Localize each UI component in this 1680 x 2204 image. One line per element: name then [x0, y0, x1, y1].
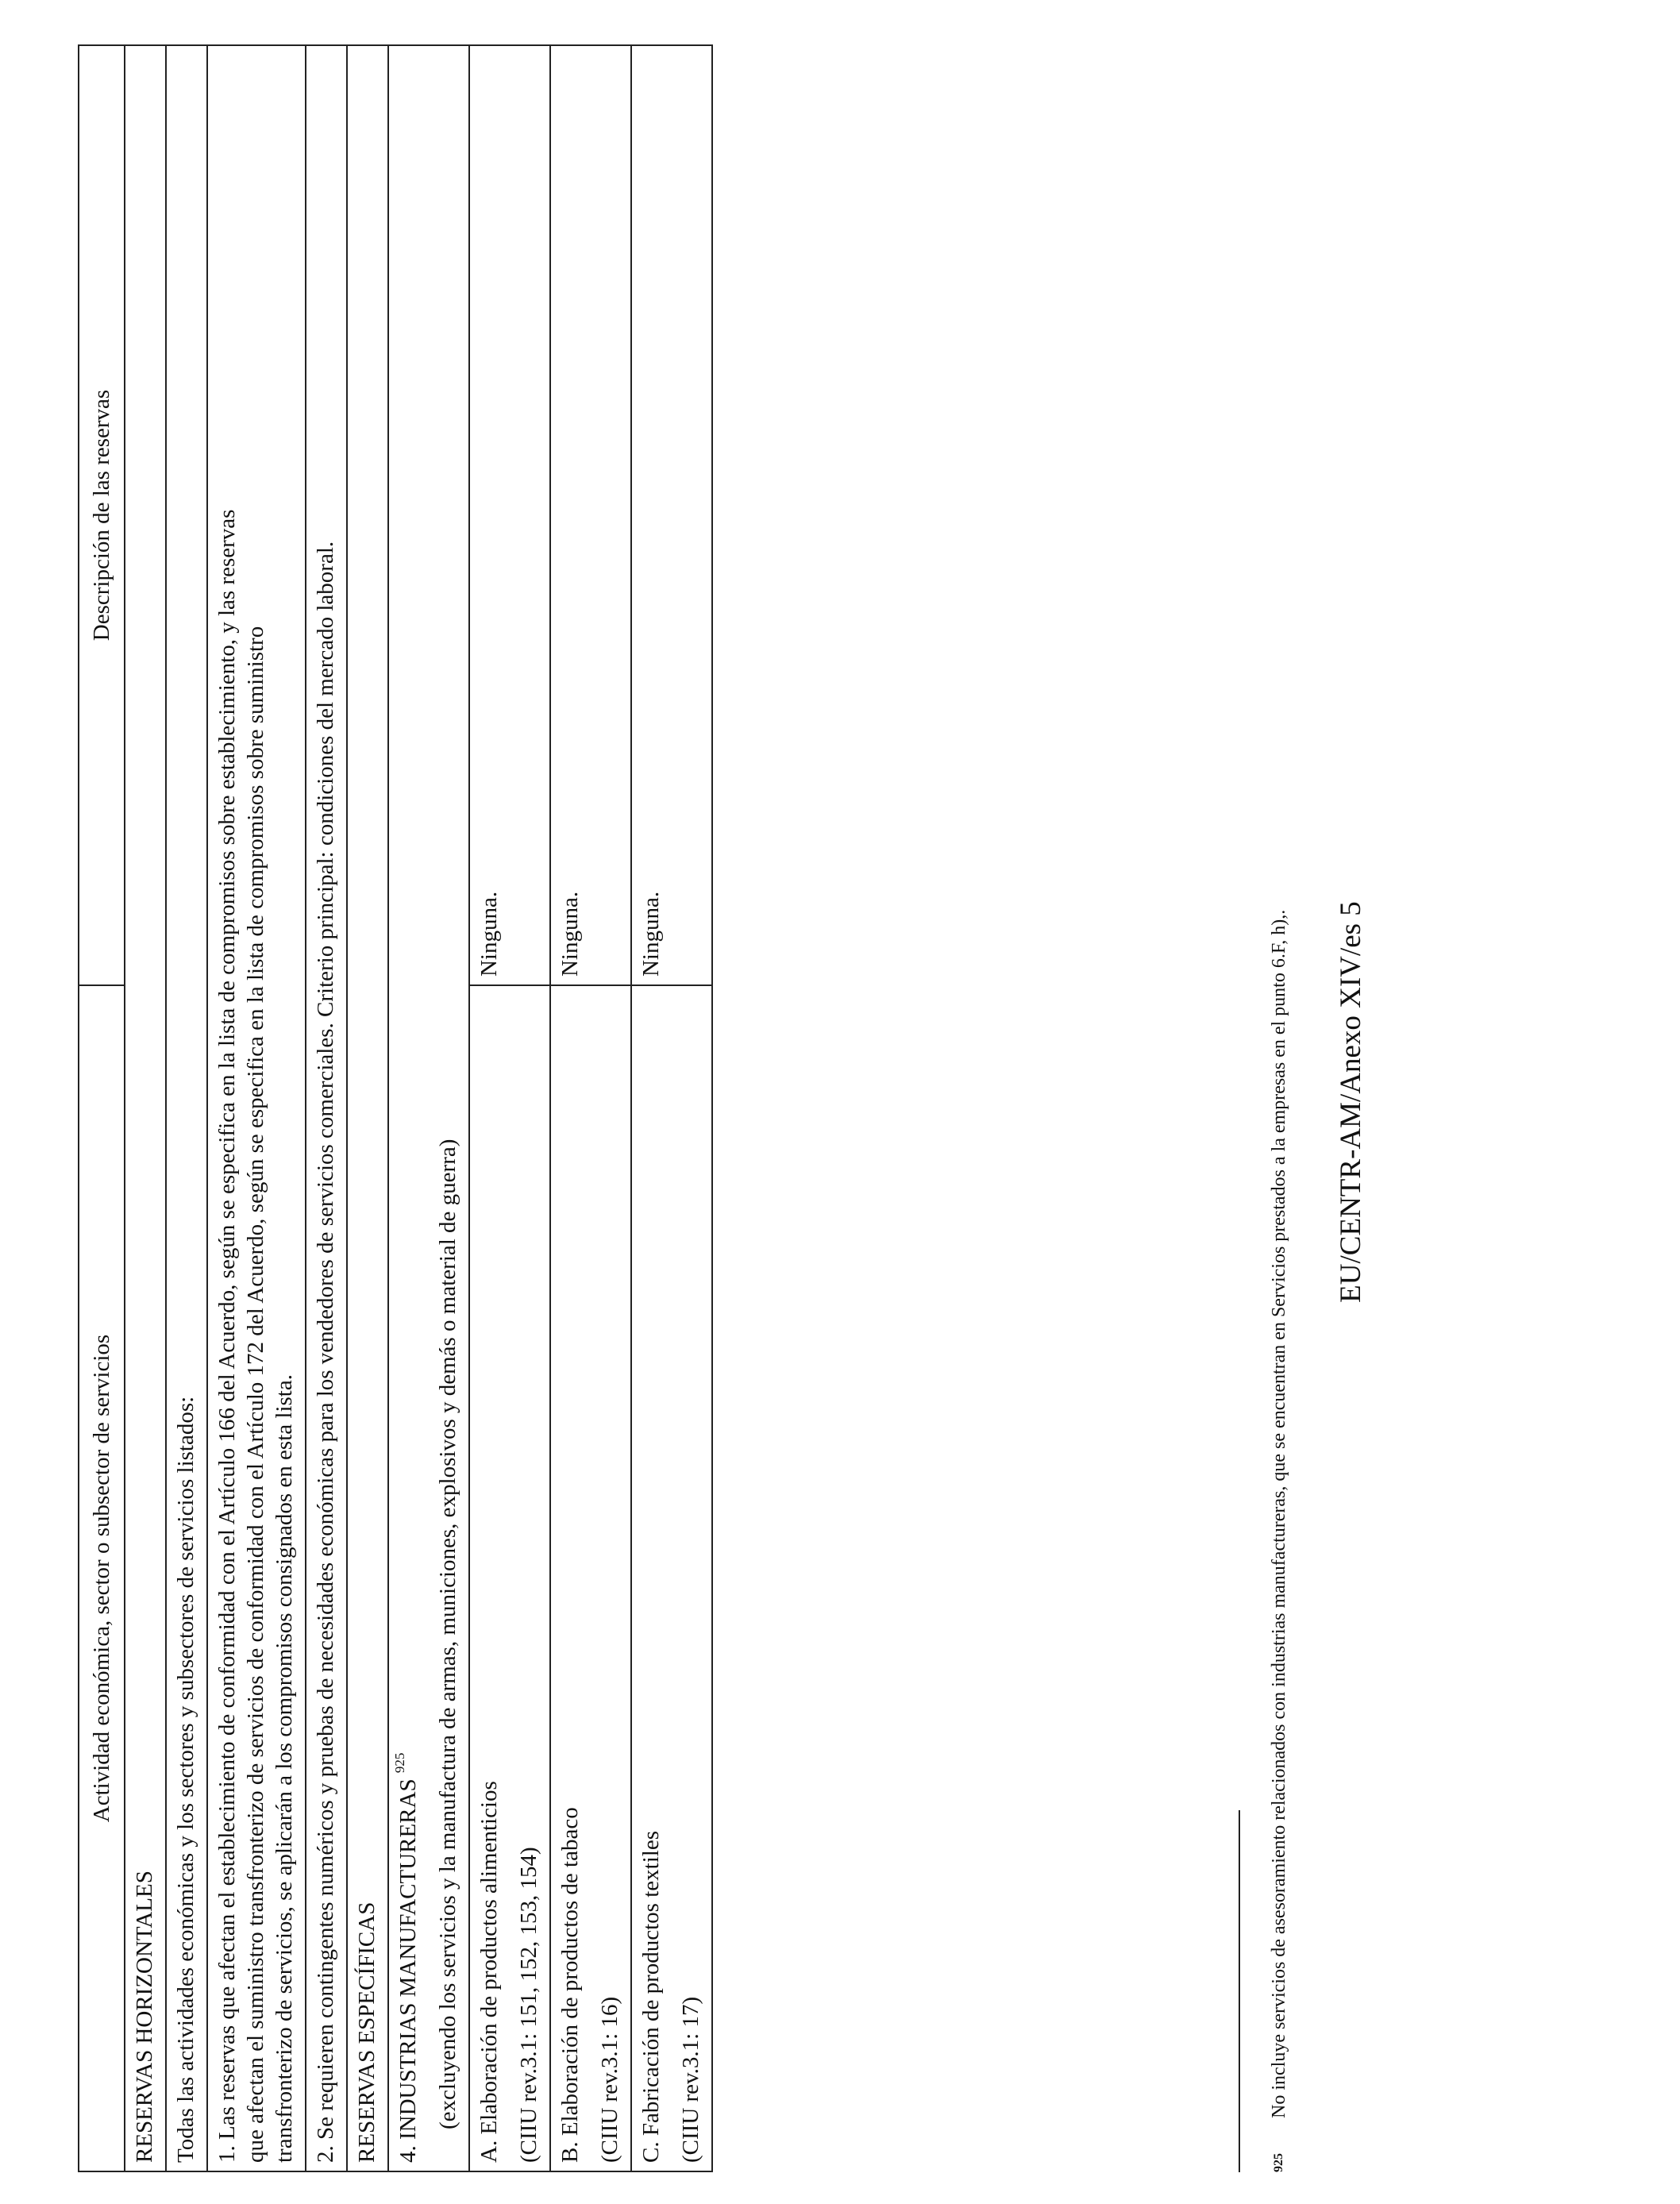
page-footer: EU/CENTR-AM/Anexo XIV/es 5: [1335, 901, 1367, 1303]
table-row-reservation-2: [306, 45, 347, 2171]
activity-cell: [550, 985, 631, 2171]
activity-name: B. Elaboración de productos de tabaco: [557, 1807, 583, 2163]
activity-code: (CIIU rev.3.1: 17): [678, 1996, 703, 2163]
footnote-divider: [1239, 1810, 1240, 2172]
reservation-cell: Ninguna.: [631, 45, 712, 985]
activity-name: A. Elaboración de productos alimenticios: [476, 1781, 502, 2163]
reservation-1-line: transfronterizo de servicios, se aplicarán a los compromisos consignados en esta lista.: [272, 1374, 297, 2163]
activity-code: (CIIU rev.3.1: 151, 152, 153, 154): [516, 1847, 541, 2163]
table-row-specific-title: [347, 45, 388, 2171]
reservation-1-line: 1. Las reservas que afectan el establecimiento de conformidad con el Artículo 166 del Acuerdo, según se especifica en la lista de compromisos sobre establecimiento, y las reservas: [214, 509, 240, 2163]
horizontal-reservations-title: RESERVAS HORIZONTALES: [125, 45, 166, 2171]
table-row: [631, 45, 712, 2171]
table-header-row: [79, 45, 125, 2171]
footnote-text: No incluye servicios de asesoramiento relacionados con industrias manufactureras, que se encuentran en Servicios prestados a la empresas en el punto 6.F, h),.: [1269, 909, 1289, 2118]
footnote-number: 925: [1272, 2153, 1285, 2172]
sector-4-title: 4. INDUSTRIAS MANUFACTURERAS: [395, 1778, 421, 2163]
table-row-reservation-1: [207, 45, 306, 2171]
footnote: [1267, 910, 1291, 2172]
header-description: Descripción de las reservas: [79, 45, 125, 985]
activity-name: C. Fabricación de productos textiles: [638, 1831, 664, 2163]
reservation-1: [207, 45, 306, 2171]
reservation-1-line: que afectan el suministro transfronterizo de servicios de conformidad con el Artículo 172 del Acuerdo, según se especifica en la lista de compromisos sobre suministro: [243, 626, 268, 2163]
specific-reservations-title: RESERVAS ESPECÍFICAS: [347, 45, 388, 2171]
activity-code: (CIIU rev.3.1: 16): [597, 1996, 622, 2163]
reservation-cell: Ninguna.: [550, 45, 631, 985]
reservation-cell: Ninguna.: [469, 45, 550, 985]
sector-4-subtitle: (excluyendo los servicios y la manufactura de armas, municiones, explosivos y demás o material de guerra): [435, 1139, 460, 2129]
activity-cell: [469, 985, 550, 2171]
reservations-table: [78, 44, 713, 2172]
header-activity: Actividad económica, sector o subsector de servicios: [79, 985, 125, 2171]
table-row: [550, 45, 631, 2171]
sector-4-title-line: [394, 54, 422, 2163]
table-row-sector-4: [388, 45, 469, 2171]
all-activities-text: Todas las actividades económicas y los sectores y subsectores de servicios listados:: [166, 45, 207, 2171]
table-row-horizontal-title: [125, 45, 166, 2171]
table-row: [469, 45, 550, 2171]
reservation-2: 2. Se requieren contingentes numéricos y pruebas de necesidades económicas para los vendedores de servicios comerciales. Criterio principal: condiciones del mercado laboral.: [306, 45, 347, 2171]
activity-cell: [631, 985, 712, 2171]
table-row-all-activities: [166, 45, 207, 2171]
footnote-ref: 925: [392, 1752, 407, 1774]
sector-4-cell: [388, 45, 469, 2171]
